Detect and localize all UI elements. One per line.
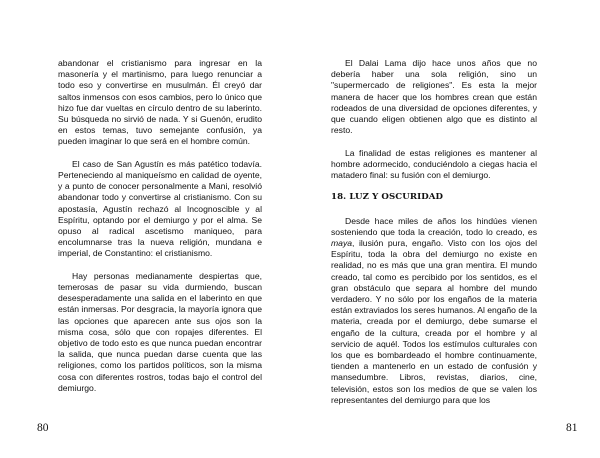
- paragraph-text-start: Desde hace miles de años los hindúes vienen sosteniendo que toda la creación, todo lo creado, es: [331, 215, 537, 237]
- section-heading: 18. LUZ Y OSCURIDAD: [331, 192, 444, 203]
- right-text-column: [331, 58, 537, 417]
- paragraph: [331, 216, 537, 406]
- paragraph: El caso de San Agustín es más patético todavía. Perteneciendo al maniqueísmo en calidad de oyente, y a punto de conocer personalmente a Mani, resolvió abandonar todo y convertirse al cristianismo. Con su apostasía, Agustín rechazó al Incognoscible y al Espíritu, optando por el demiurgo y por el alma. Se opuso al radical ascetismo maniqueo, para encolumnarse tras la nueva religión, mundana e imperial, de Constantino: el cristianismo.: [58, 158, 262, 259]
- page-number: 81: [566, 422, 578, 434]
- paragraph: El Dalai Lama dijo hace unos años que no debería haber una sola religión, sino un "supermercado de religiones". Es esta la mejor manera de hacer que los hombres crean que están rodeados de una diversidad de opciones diferentes, y que cuando eligen obtienen algo que es distinto al resto.: [331, 58, 537, 136]
- page-number: 80: [37, 422, 49, 434]
- right-page: [300, 0, 600, 458]
- paragraph-text-end: , ilusión pura, engaño. Visto con los ojos del Espíritu, toda la obra del demiurgo no existe en realidad, no es más que una gran mentira. El mundo creado, tal como es percibido por los sentidos, es el gran obstáculo que separa al hombre del mundo verdadero. Y no sólo por los engaños de la materia están extraviados los seres humanos. Al engaño de la materia, creada por el demiurgo, debe sumarse el engaño de la cultura, creada por el hombre y al servicio de aquél. Todos los estímulos culturales con los que es bombardeado el hombre continuamente, tienden a mantenerlo en un estado de confusión y mansedumbre. Libros, revistas, diarios, cine, televisión, estos son los medios de que se valen los representantes del demiurgo para que los: [331, 238, 537, 405]
- paragraph: Hay personas medianamente despiertas que, temerosas de pasar su vida durmiendo, buscan desesperadamente una salida en el laberinto en que están inmersas. Por desgracia, la mayoría ignora que las opciones que aparecen ante sus ojos son la misma cosa, sólo que con ropajes diferentes. El objetivo de todo esto es que nunca puedan encontrar la salida, que nunca puedan darse cuenta que las religiones, como los partidos políticos, son la misma cosa con diferentes rostros, todas bajo el control del demiurgo.: [58, 270, 262, 393]
- emphasis-word: maya: [331, 238, 353, 249]
- left-text-column: [58, 58, 262, 405]
- paragraph: La finalidad de estas religiones es mantener al hombre adormecido, conduciéndolo a ciegas hacia el matadero final: su fusión con el demiurgo.: [331, 147, 537, 181]
- paragraph: abandonar el cristianismo para ingresar en la masonería y el martinismo, para luego renunciar a todo eso y convertirse en musulmán. Él creyó dar saltos inmensos con esos cambios, pero lo único que hizo fue dar vueltas en círculo dentro de su laberinto. Su búsqueda no sirvió de nada. Y si Guenón, erudito en estos temas, tuvo semejante confusión, ya pueden imaginar lo que será en el hombre común.: [58, 58, 262, 147]
